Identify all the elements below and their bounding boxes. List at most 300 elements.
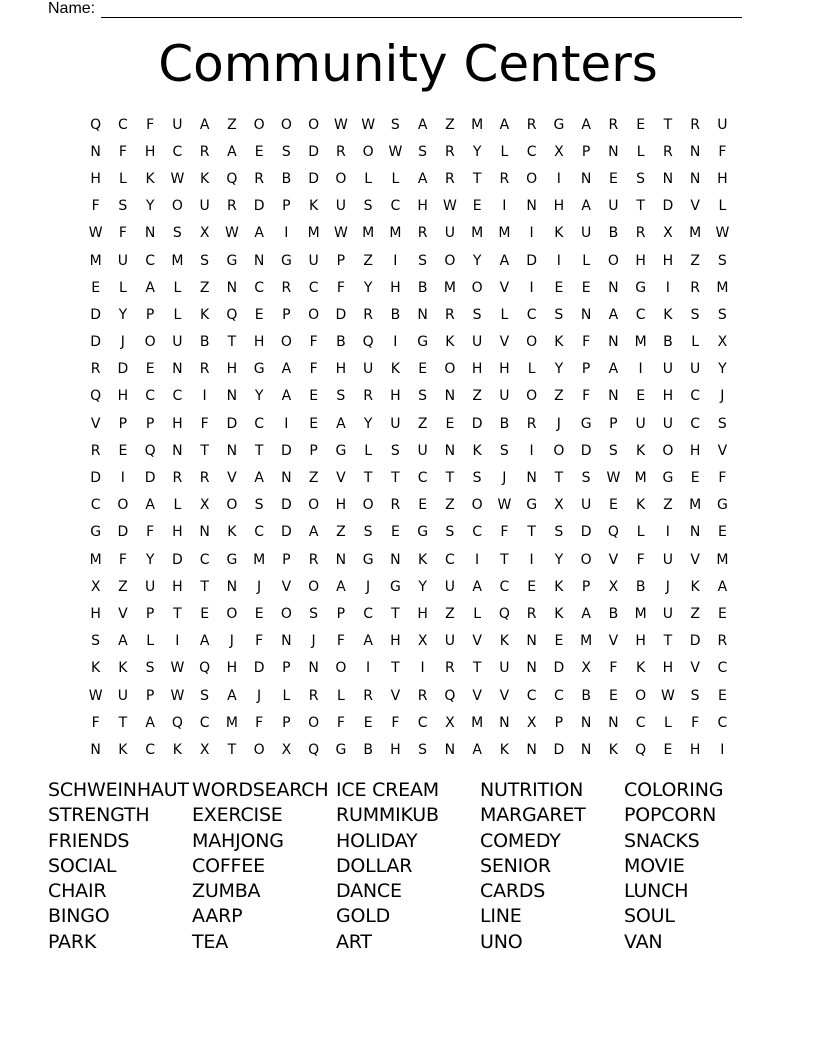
grid-letter: W: [606, 470, 621, 487]
grid-letter: A: [581, 198, 591, 215]
grid-letter: K: [554, 605, 564, 622]
grid-letter: U: [608, 198, 619, 215]
grid-letter: W: [333, 116, 348, 133]
grid-letter: L: [173, 306, 182, 323]
grid-letter: L: [364, 170, 373, 187]
grid-letter: E: [254, 143, 264, 160]
grid-letter: P: [145, 687, 155, 704]
word-list-item: NUTRITION: [480, 779, 584, 801]
grid-letter: A: [363, 633, 373, 650]
word-list-item: WORDSEARCH: [192, 779, 329, 801]
grid-letter: I: [202, 388, 207, 405]
grid-letter: N: [172, 361, 183, 378]
grid-letter: Q: [171, 714, 183, 731]
grid-letter: S: [717, 252, 727, 269]
word-list-item: SENIOR: [480, 854, 551, 877]
word-list-item: ZUMBA: [192, 880, 261, 903]
grid-letter: M: [307, 225, 320, 242]
grid-letter: W: [88, 225, 103, 242]
word-list-item: MARGARET: [480, 804, 586, 827]
grid-letter: O: [335, 660, 347, 677]
grid-letter: K: [145, 170, 155, 187]
grid-letter: N: [526, 633, 537, 650]
grid-letter: E: [254, 605, 264, 622]
grid-letter: Q: [226, 170, 238, 187]
grid-letter: O: [308, 714, 320, 731]
grid-letter: G: [635, 279, 647, 296]
grid-letter: S: [363, 524, 373, 541]
grid-letter: B: [363, 741, 373, 758]
grid-letter: N: [226, 279, 238, 296]
word-list-item: HOLIDAY: [336, 829, 418, 852]
grid-letter: G: [580, 415, 592, 432]
grid-letter: Q: [308, 741, 320, 758]
grid-letter: O: [471, 279, 483, 296]
grid-letter: S: [200, 687, 210, 704]
grid-letter: I: [475, 551, 480, 568]
grid-letter: F: [118, 225, 127, 242]
grid-letter: K: [118, 741, 128, 758]
name-field: [48, 0, 742, 18]
grid-letter: D: [90, 470, 102, 487]
grid-letter: H: [635, 252, 646, 269]
grid-letter: S: [472, 306, 482, 323]
grid-letter: Y: [254, 388, 264, 405]
word-list-item: SOCIAL: [48, 854, 117, 877]
grid-letter: I: [665, 279, 670, 296]
grid-letter: B: [281, 170, 292, 187]
grid-letter: R: [227, 198, 237, 215]
grid-letter: K: [172, 741, 182, 758]
grid-letter: M: [471, 116, 484, 133]
grid-letter: K: [554, 225, 564, 242]
grid-letter: I: [529, 279, 534, 296]
grid-letter: R: [690, 116, 700, 133]
grid-letter: K: [200, 306, 210, 323]
grid-letter: D: [90, 334, 102, 351]
grid-letter: S: [717, 306, 727, 323]
grid-letter: T: [200, 578, 209, 595]
grid-letter: S: [363, 198, 373, 215]
grid-letter: L: [173, 279, 182, 296]
grid-letter: O: [553, 442, 565, 459]
grid-letter: K: [499, 741, 509, 758]
grid-letter: P: [145, 306, 155, 323]
grid-letter: S: [309, 605, 319, 622]
grid-letter: U: [635, 415, 646, 432]
grid-letter: C: [199, 714, 210, 731]
grid-letter: P: [282, 198, 291, 215]
grid-letter: Y: [145, 551, 155, 568]
grid-letter: S: [472, 470, 482, 487]
grid-letter: L: [527, 361, 536, 378]
grid-letter: Q: [144, 442, 156, 459]
grid-letter: F: [200, 415, 209, 432]
grid-letter: N: [580, 170, 592, 187]
grid-letter: F: [500, 524, 509, 541]
grid-letter: F: [336, 714, 345, 731]
grid-letter: Y: [554, 551, 564, 568]
grid-letter: C: [526, 306, 537, 323]
grid-letter: K: [554, 334, 564, 351]
grid-letter: S: [390, 442, 400, 459]
grid-letter: G: [716, 497, 728, 514]
grid-letter: U: [117, 687, 128, 704]
grid-letter: D: [253, 198, 265, 215]
grid-letter: C: [472, 524, 483, 541]
word-list-item: AARP: [192, 905, 243, 928]
grid-letter: O: [171, 198, 183, 215]
grid-letter: E: [554, 279, 564, 296]
grid-letter: U: [499, 388, 510, 405]
grid-letter: A: [581, 116, 591, 133]
grid-letter: P: [118, 415, 128, 432]
grid-letter: S: [418, 143, 428, 160]
grid-letter: Z: [472, 388, 482, 405]
grid-letter: I: [366, 660, 371, 677]
grid-letter: N: [444, 741, 456, 758]
grid-letter: H: [172, 415, 183, 432]
grid-letter: S: [281, 143, 291, 160]
grid-letter: N: [199, 524, 210, 541]
grid-letter: Y: [418, 578, 427, 595]
grid-letter: N: [526, 660, 537, 677]
grid-letter: V: [690, 551, 700, 568]
grid-letter: Z: [554, 388, 564, 405]
grid-letter: N: [580, 306, 592, 323]
grid-letter: H: [226, 361, 238, 378]
grid-letter: U: [117, 252, 128, 269]
grid-letter: J: [502, 470, 507, 487]
grid-letter: T: [500, 551, 509, 568]
grid-letter: R: [526, 415, 537, 432]
grid-letter: N: [308, 660, 319, 677]
grid-letter: T: [227, 741, 237, 758]
grid-letter: H: [662, 388, 674, 405]
grid-letter: C: [172, 388, 183, 405]
grid-letter: O: [471, 497, 483, 514]
grid-letter: I: [393, 334, 398, 351]
grid-letter: P: [282, 714, 291, 731]
grid-letter: I: [284, 225, 289, 242]
grid-letter: E: [390, 524, 400, 541]
grid-letter: F: [309, 361, 318, 378]
grid-letter: E: [717, 687, 727, 704]
grid-letter: B: [581, 687, 591, 704]
grid-letter: B: [417, 279, 428, 296]
grid-letter: U: [690, 361, 701, 378]
grid-letter: D: [335, 306, 347, 323]
grid-letter: S: [608, 442, 618, 459]
grid-letter: T: [391, 605, 400, 622]
grid-letter: E: [418, 497, 428, 514]
grid-letter: R: [254, 170, 264, 187]
grid-letter: R: [417, 687, 428, 704]
word-list-item: PARK: [48, 930, 97, 953]
grid-letter: W: [88, 687, 103, 704]
grid-letter: C: [117, 116, 128, 133]
grid-letter: R: [445, 143, 455, 160]
grid-letter: I: [175, 633, 180, 650]
grid-letter: E: [527, 578, 537, 595]
grid-letter: C: [90, 497, 101, 514]
grid-letter: P: [336, 252, 346, 269]
grid-letter: A: [281, 388, 292, 405]
grid-letter: F: [718, 143, 727, 160]
grid-letter: C: [717, 660, 728, 677]
grid-letter: D: [280, 442, 292, 459]
grid-letter: F: [582, 334, 591, 351]
grid-letter: Z: [308, 470, 319, 487]
grid-letter: T: [391, 660, 400, 677]
grid-letter: G: [553, 116, 565, 133]
grid-letter: R: [199, 470, 210, 487]
grid-letter: H: [635, 633, 646, 650]
grid-letter: M: [443, 279, 456, 296]
grid-letter: N: [281, 470, 292, 487]
grid-letter: N: [689, 170, 701, 187]
grid-letter: N: [608, 143, 619, 160]
grid-letter: P: [554, 714, 564, 731]
grid-letter: U: [199, 198, 210, 215]
grid-letter: H: [390, 633, 401, 650]
grid-letter: N: [608, 714, 619, 731]
grid-letter: S: [581, 470, 591, 487]
grid-letter: A: [199, 116, 210, 133]
grid-letter: Z: [445, 497, 455, 514]
grid-letter: W: [170, 660, 185, 677]
grid-letter: U: [308, 252, 319, 269]
grid-letter: M: [225, 714, 238, 731]
grid-letter: C: [308, 279, 319, 296]
grid-letter: V: [717, 442, 728, 459]
grid-letter: C: [717, 714, 728, 731]
grid-letter: S: [418, 252, 428, 269]
grid-letter: G: [417, 334, 429, 351]
grid-letter: O: [226, 605, 238, 622]
grid-letter: D: [117, 361, 129, 378]
grid-letter: U: [145, 578, 156, 595]
grid-letter: P: [282, 551, 291, 568]
grid-letter: S: [418, 388, 428, 405]
grid-letter: N: [335, 551, 347, 568]
grid-letter: L: [118, 170, 127, 187]
grid-letter: S: [690, 687, 700, 704]
grid-letter: R: [90, 442, 101, 459]
grid-letter: K: [309, 198, 319, 215]
word-list-item: DOLLAR: [336, 854, 413, 877]
grid-letter: C: [553, 687, 564, 704]
grid-letter: K: [390, 361, 400, 378]
grid-letter: T: [472, 660, 482, 677]
grid-letter: A: [608, 306, 619, 323]
grid-letter: D: [553, 741, 565, 758]
grid-letter: J: [120, 334, 125, 351]
grid-letter: N: [281, 633, 292, 650]
grid-letter: R: [281, 279, 292, 296]
grid-letter: N: [253, 252, 265, 269]
grid-letter: E: [309, 415, 319, 432]
grid-letter: D: [580, 442, 592, 459]
grid-letter: S: [390, 116, 400, 133]
grid-letter: O: [335, 170, 347, 187]
grid-letter: I: [420, 660, 425, 677]
grid-letter: A: [499, 252, 510, 269]
word-list-item: VAN: [624, 930, 663, 953]
grid-letter: A: [227, 687, 237, 704]
grid-letter: E: [717, 524, 727, 541]
grid-letter: T: [636, 198, 645, 215]
grid-letter: J: [720, 388, 725, 405]
grid-letter: S: [717, 415, 727, 432]
grid-letter: E: [608, 497, 618, 514]
grid-letter: I: [502, 198, 507, 215]
grid-letter: N: [444, 388, 456, 405]
grid-letter: T: [173, 605, 182, 622]
grid-letter: C: [145, 388, 156, 405]
grid-letter: T: [663, 116, 673, 133]
grid-letter: M: [580, 633, 593, 650]
grid-letter: A: [581, 605, 591, 622]
grid-letter: G: [253, 361, 265, 378]
grid-letter: A: [608, 361, 619, 378]
grid-letter: O: [280, 605, 292, 622]
grid-letter: H: [390, 741, 401, 758]
grid-letter: E: [581, 279, 591, 296]
grid-letter: S: [145, 660, 155, 677]
grid-letter: C: [526, 143, 537, 160]
grid-letter: N: [608, 279, 619, 296]
grid-letter: J: [556, 415, 561, 432]
grid-letter: O: [280, 334, 292, 351]
word-list-item: COLORING: [624, 779, 724, 801]
grid-letter: P: [336, 605, 346, 622]
grid-letter: W: [170, 170, 185, 187]
grid-letter: M: [89, 252, 102, 269]
grid-letter: V: [499, 334, 510, 351]
grid-letter: S: [418, 741, 428, 758]
grid-letter: H: [689, 741, 701, 758]
grid-letter: P: [581, 361, 591, 378]
grid-letter: H: [417, 605, 428, 622]
grid-letter: M: [634, 605, 647, 622]
grid-letter: R: [445, 306, 455, 323]
grid-letter: O: [662, 442, 674, 459]
grid-letter: O: [308, 497, 320, 514]
grid-letter: X: [717, 334, 728, 351]
grid-letter: K: [200, 170, 210, 187]
grid-letter: I: [393, 252, 398, 269]
grid-letter: I: [529, 551, 534, 568]
grid-letter: R: [336, 143, 346, 160]
grid-letter: N: [662, 170, 674, 187]
grid-letter: F: [118, 143, 127, 160]
grid-letter: E: [445, 415, 455, 432]
grid-letter: V: [118, 605, 128, 622]
grid-letter: W: [333, 225, 348, 242]
grid-letter: G: [662, 470, 674, 487]
grid-letter: F: [146, 524, 155, 541]
grid-letter: E: [145, 361, 155, 378]
grid-letter: X: [526, 714, 537, 731]
grid-letter: W: [388, 143, 403, 160]
grid-letter: V: [472, 687, 482, 704]
grid-letter: F: [146, 116, 155, 133]
grid-letter: F: [636, 551, 645, 568]
grid-letter: E: [663, 741, 673, 758]
grid-letter: B: [635, 578, 646, 595]
grid-letter: L: [691, 334, 700, 351]
grid-letter: H: [335, 497, 347, 514]
grid-letter: U: [662, 551, 673, 568]
grid-letter: H: [172, 578, 183, 595]
grid-letter: T: [391, 470, 400, 487]
grid-letter: C: [526, 687, 537, 704]
grid-letter: H: [471, 361, 483, 378]
grid-letter: U: [444, 633, 455, 650]
grid-letter: N: [144, 225, 156, 242]
grid-letter: T: [254, 442, 264, 459]
grid-letter: G: [335, 442, 347, 459]
grid-letter: G: [389, 578, 401, 595]
grid-letter: M: [634, 334, 647, 351]
grid-letter: P: [282, 306, 291, 323]
grid-letter: C: [417, 470, 428, 487]
grid-letter: C: [690, 388, 701, 405]
grid-letter: O: [253, 116, 265, 133]
grid-letter: R: [690, 279, 700, 296]
word-list-item: CARDS: [480, 880, 546, 903]
word-list-item: COFFEE: [192, 854, 265, 877]
grid-letter: S: [554, 524, 564, 541]
grid-letter: N: [526, 198, 537, 215]
grid-letter: S: [200, 252, 210, 269]
grid-letter: B: [663, 334, 673, 351]
grid-letter: A: [417, 170, 428, 187]
grid-letter: E: [608, 170, 618, 187]
grid-letter: C: [254, 524, 265, 541]
grid-letter: G: [226, 252, 238, 269]
grid-letter: E: [363, 714, 373, 731]
word-list-item: LINE: [480, 905, 522, 928]
grid-letter: Z: [199, 279, 210, 296]
grid-letter: R: [363, 687, 373, 704]
grid-letter: F: [91, 198, 100, 215]
grid-letter: Q: [635, 741, 647, 758]
grid-letter: U: [662, 415, 673, 432]
word-list-item: DANCE: [336, 880, 402, 903]
grid-letter: U: [662, 361, 673, 378]
grid-letter: O: [362, 497, 374, 514]
word-list: [48, 778, 768, 955]
grid-letter: F: [118, 551, 127, 568]
grid-letter: D: [226, 415, 238, 432]
grid-letter: S: [336, 388, 346, 405]
grid-letter: D: [553, 660, 565, 677]
grid-letter: Y: [363, 279, 373, 296]
grid-letter: P: [581, 578, 591, 595]
grid-letter: C: [444, 551, 455, 568]
page-title: Community Centers: [158, 35, 658, 93]
word-list-item: CHAIR: [48, 880, 107, 903]
grid-letter: M: [716, 279, 729, 296]
grid-letter: R: [635, 225, 646, 242]
grid-letter: S: [172, 225, 182, 242]
word-list-item: POPCORN: [624, 804, 717, 827]
grid-letter: P: [309, 442, 318, 459]
grid-letter: Q: [199, 660, 211, 677]
grid-letter: M: [89, 551, 102, 568]
